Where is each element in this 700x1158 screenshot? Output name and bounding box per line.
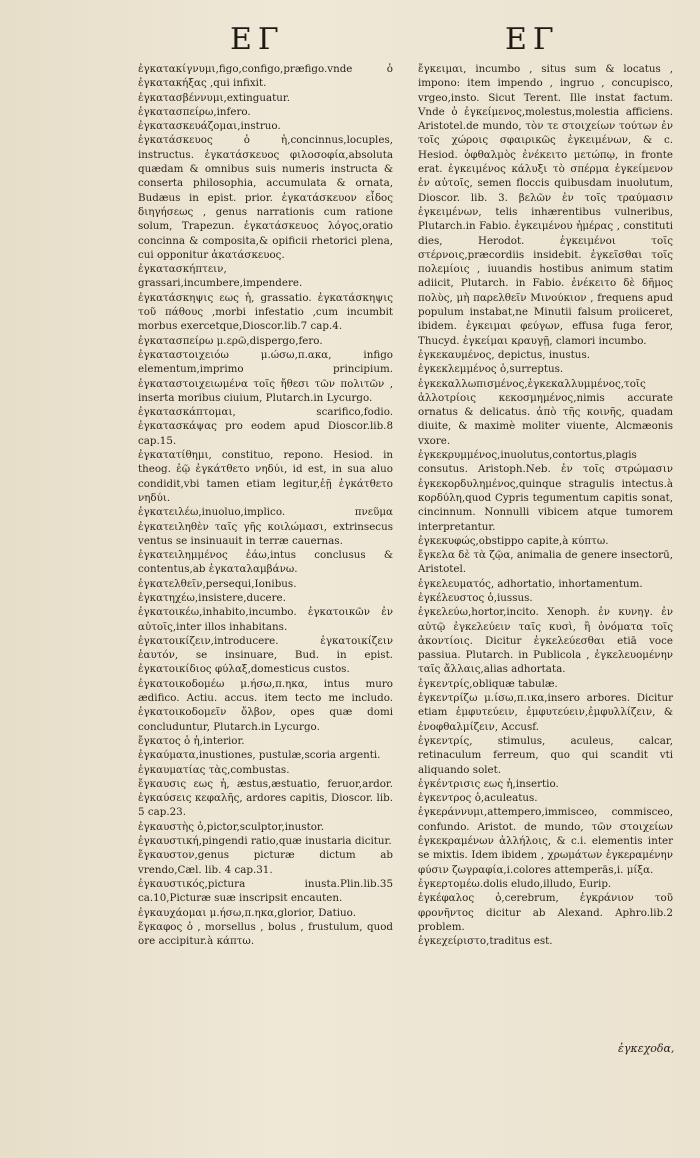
dictionary-entry: ἐγκεκυφώς,obstippo capite,à κύπτω. <box>418 534 609 547</box>
dictionary-entry: ἐγκεκλεμμένος ὁ,surreptus. <box>418 363 564 376</box>
dictionary-entry: ἐγκατασβέννυμι,extinguatur. <box>138 91 290 104</box>
dictionary-entry: ἐγκατάσκευος ὁ ἡ,concinnus,locuples, instructus. ἐγκατάσκευος φιλοσοφία,absoluta quædam & omnibus suis numeris instructa & conserta philosophia, accumulata & ornata, Budæus in epist. prior. ἐγκατάσκευον εἶδος διηγήσεως , genus narrationis cum ratione solum, Trapezun. ἐγκατάσκευος λόγος,oratio concinna & composita,& opificii rhetorici plena, cui opponitur ἀκατάσκευος. <box>138 134 393 261</box>
dictionary-entry: ἐγκεκρυμμένος,inuolutus,contortus,plagis consutus. Aristoph.Neb. ἐν τοῖς στρώμασιν ἐγκεκορδυλημένος,quinque stragulis intectus.à κορδύλη,quod Cypris tegumentum capitis sonat, cincinnum. Nonnulli vibicem atque tumorem interpretantur. <box>418 449 673 533</box>
dictionary-entry: ἐγκεχείριστο,traditus est. <box>418 935 553 948</box>
dictionary-entry: ἐγκατασκευάζομαι,instruo. <box>138 120 281 133</box>
dictionary-entry: ἐγκαυστὴς ὁ,pictor,sculptor,inustor. <box>138 820 324 833</box>
dictionary-entry: ἔγκελα δὲ τὰ ζῷα, animalia de genere insectorū, Aristotel. <box>418 549 673 576</box>
dictionary-entry: ἐγκατοικίζειν,introducere. ἐγκατοικίζειν ἑαυτόν, se insinuare, Bud. in epist. ἐγκατοικίδιος φύλαξ,domesticus custos. <box>138 634 393 676</box>
running-header <box>0 22 700 62</box>
dictionary-entry: ἔγκαυσις εως ἡ, æstus,æstuatio, feruor,ardor. ἐγκαύσεις κεφαλῆς, ardores capitis, Dioscor. lib. 5 cap.23. <box>138 777 393 819</box>
dictionary-entry: ἐγκατασπείρω,infero. <box>138 105 251 118</box>
dictionary-entry: ἐγκατειλέω,inuoluo,implico. πνεῦμα ἐγκατειληθὲν ταῖς γῆς κοιλώμασι, extrinsecus ventus se insinuauit in terræ cauernas. <box>138 506 393 547</box>
dictionary-entry: ἐγκελευματός, adhortatio, inhortamentum. <box>418 577 643 590</box>
dictionary-entry: ἐγκατελθεῖν,persequi,Ionibus. <box>138 577 297 590</box>
dictionary-entry: ἐγκαυματίας τὰς,combustas. <box>138 763 290 776</box>
dictionary-entry: ἐγκεράννυμι,attempero,immisceo, commisceo, confundo. Aristot. de mundo, τῶν στοιχείων ἐγκεκραμένων ἀλλήλοις, & c.i. elementis inter se mixtis. Idem ibidem , χρωμάτων ἐγκεραμένην φύσιν ζωγραφία,i.colores attemperās,i. μίξα. <box>418 806 673 876</box>
dictionary-entry: ἐγκέλευστος ὁ,iussus. <box>418 591 533 604</box>
dictionary-entry: ἐγκεντρίς, stimulus, aculeus, calcar, retinaculum ferreum, quo qui scandit vti aliquando solet. <box>418 734 673 776</box>
dictionary-entry: ἐγκαταστοιχειόω μ.ώσω,π.ακα, infigo elementum,imprimo principium. ἐγκαταστοιχειωμένα τοῖς ἤθεσι τῶν πολιτῶν , inserta moribus ciuium, Plutarch.in Lycurgo. <box>138 348 393 404</box>
dictionary-entry: ἐγκέφαλος ὁ,cerebrum, ἐγκράνιον τοῦ φρονῆντος dicitur ab Alexand. Aphro.lib.2 problem. <box>418 892 673 933</box>
dictionary-entry: ἐγκατασπείρω μ.ερῶ,dispergo,fero. <box>138 334 323 347</box>
right-column <box>418 62 673 948</box>
header-left: ΕΓ <box>230 22 285 57</box>
dictionary-entry: ἐγκεντρος ὁ,aculeatus. <box>418 792 538 805</box>
dictionary-entry: ἐγκεκαυμένος, depictus, inustus. <box>418 348 591 361</box>
dictionary-entry: ἐγκερτομέω.dolis eludo,illudo, Eurip. <box>418 877 612 890</box>
dictionary-entry: ἐγκέντρισις εως ἡ,insertio. <box>418 777 559 790</box>
header-right: ΕΓ <box>505 22 560 57</box>
dictionary-entry: ἐγκεντρίζω μ.ίσω,π.ικα,insero arbores. Dicitur etiam ἐμφυτεύειν, ἐμφυτεύειν,ἐμφυλλίζειν, & ἐνοφθαλμίζειν, Accusf. <box>418 692 673 733</box>
dictionary-entry: ἐγκαυχάομαι μ.ήσω,π.ηκα,glorior, Datiuo. <box>138 906 356 919</box>
dictionary-entry: ἐγκαυστικός,pictura inusta.Plin.lib.35 ca.10,Picturæ suæ inscripsit encauten. <box>138 877 393 905</box>
dictionary-entry: ἐγκεκαλλωπισμένος,ἐγκεκαλλυμμένος,τοῖς ἀλλοτρίοις κεκοσμημένος,nimis accurate ornatus & delicatus. ἀπὸ τῆς κοινῆς, quadam diuite, & maximè moliter viuente, Alcmæonis vxore. <box>418 377 673 447</box>
dictionary-entry: ἐγκατασκήπτειν, grassari,incumbere,impendere. <box>138 263 303 290</box>
dictionary-entry: ἐγκατασκάπτομαι, scarifico,fodio. ἐγκατασκάψας pro eodem apud Dioscor.lib.8 cap.15. <box>138 406 393 447</box>
dictionary-entry: ἐγκατειλημμένος ἐάω,intus conclusus & contentus,ab ἐγκαταλαμβάνω. <box>138 549 393 576</box>
dictionary-entry: ἐγκεντρίς,obliquæ tabulæ. <box>418 677 558 690</box>
dictionary-entry: ἐγκατάσκηψις εως ἡ, grassatio. ἐγκατάσκηψις τοῦ πάθους ,morbi infestatio ,cum incumbit morbus exercetque,Dioscor.lib.7 cap.4. <box>138 291 393 333</box>
dictionary-entry: ἐγκαυστική,pingendi ratio,quæ inustaria dicitur. <box>138 835 392 848</box>
dictionary-entry: ἔγκαφος ὁ , morsellus , bolus , frustulum, quod ore accipitur.à κάπτω. <box>138 920 393 948</box>
dictionary-entry: ἐγκατοικέω,inhabito,incumbo. ἐγκατοικῶν ἐν αὐτοῖς,inter illos inhabitans. <box>138 606 393 633</box>
dictionary-entry: ἐγκατηχέω,insistere,ducere. <box>138 591 286 604</box>
left-column <box>138 62 393 948</box>
dictionary-entry: ἐγκατοικοδομέω μ.ήσω,π.ηκα, intus muro ædifico. Actiu. accus. item tecto me includo. ἐγκατοικοδομεῖν ὄλβον, opes quæ domi concluduntur, Plutarch.in Lycurgo. <box>138 677 393 733</box>
dictionary-entry: ἔγκατος ὁ ἡ,interior. <box>138 734 245 747</box>
dictionary-entry: ἐγκατατίθημι, constituo, repono. Hesiod. in theog. ἐῷ ἐγκάτθετο νηδύι, id est, in sua aluo condidit,vbi tamen etiam legitur,ἐῇ ἐγκάτθετο νηδύι. <box>138 449 393 504</box>
dictionary-entry: ἔγκαυστον,genus picturæ dictum ab vrendo,Cæl. lib. 4 cap.31. <box>138 849 393 876</box>
dictionary-entry: ἔγκειμαι, incumbo , situs sum & locatus , impono: item impendo , ingruo , concupisco, vrgeo,insto. Sicut Terent. Ille instat factum. Vnde ὁ ἐγκείμενος,molestus,molestia afficiens. Aristotel.de mundo, τὸν τε στοιχείων τούτων ἐν τοῖς χώροις σφαιρικῶς ἐγκειμένων, & c. Hesiod. ὀφθαλμὸς ἐνέκειτο μετώπῳ, in fronte erat. ἐγκειμένος κάλυξι τὸ σπέρμα ἐγκείμενον ἐν αὐτοῖς, semen floccis quibusdam inuolutum, Dioscor. lib. 3. βελῶν ἐν τοῖς τραύμασιν ἐγκειμένων, telis inhærentibus vulneribus, Plutarch.in Fabio. ἐγκειμένου ἡμέρας , constituti dies, Herodot. ἐγκειμένοι τοῖς στέρνοις,præcordiis insidebit. ἐγκεῖσθαι τοῖς πολεμίοις , iuuandis hostibus animum statim adiicit, Plutarch. in Fabio. ἐνέκειτο δὲ δῆμος πολὺς, μὴ παρελθεῖν Μινούκιον , frequens apud populum instabat,ne Minutii falsum proiiceret, ibidem. ἐγκειμαι φεύγων, effusa fuga feror, Thucyd. ἐγκείμαι κραυγῇ, clamori incumbo. <box>418 63 673 347</box>
dictionary-entry: ἐγκαύματα,inustiones, pustulæ,scoria argenti. <box>138 749 381 762</box>
dictionary-entry: ἐγκελεύω,hortor,incito. Xenoph. ἐν κυνηγ. ἐν αὐτῷ ἐγκελεύειν ταῖς κυσὶ, ἢ ὀνόματα τοῖς ἀκοντίοις. Dicitur ἐγκελεύεσθαι etiā voce passiua. Plutarch. in Publicola , ἐγκελευομένην ταῖς ἄλλαις,alias adhortata. <box>418 606 673 676</box>
catchword: ἐγκεχοδα, <box>618 1042 675 1055</box>
dictionary-entry: ἐγκατακίγνυμι,figo,configo,præfigo.vnde ὁ ἐγκατακήξας ,qui infixit. <box>138 63 393 90</box>
